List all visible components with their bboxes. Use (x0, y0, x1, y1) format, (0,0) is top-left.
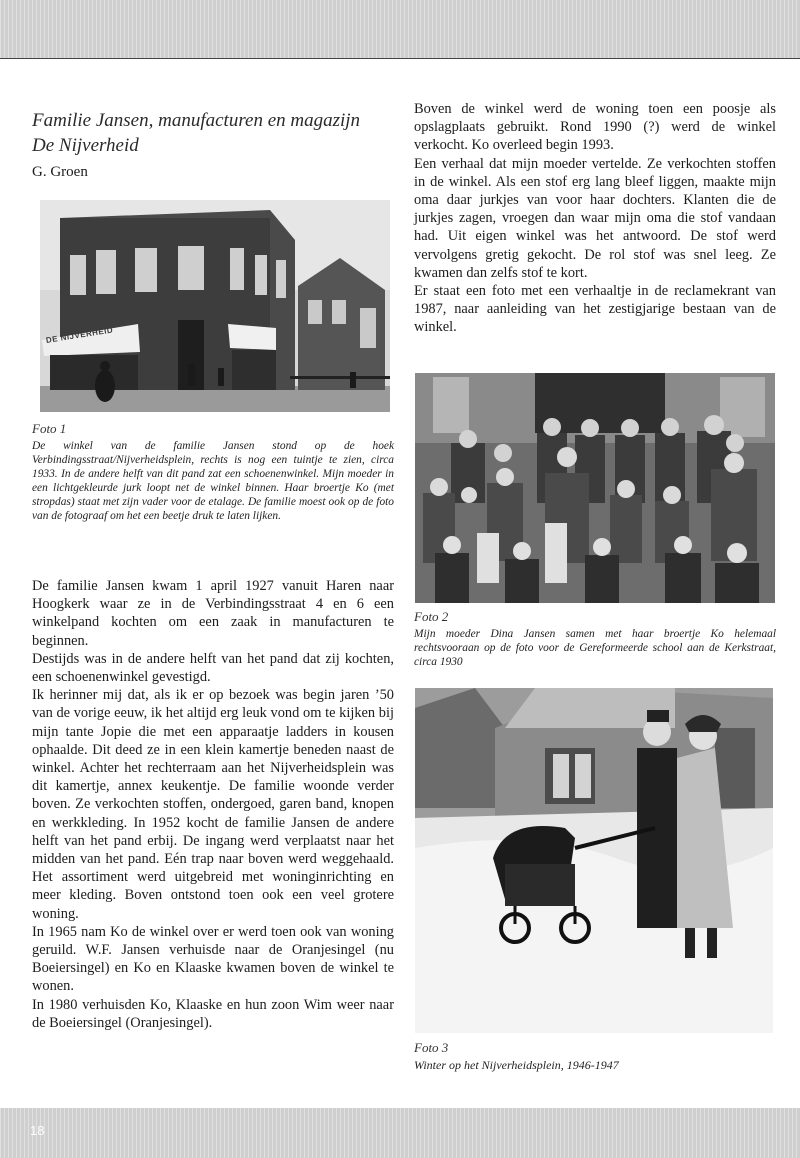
header-rule (0, 58, 800, 59)
article-header (32, 108, 394, 182)
header-band (0, 0, 800, 58)
photo-2-label: Foto 2 (414, 609, 449, 624)
article-title-line1: Familie Jansen, manufacturen en magazijn (32, 110, 361, 131)
photo-1-label: Foto 1 (32, 421, 67, 436)
photo-3-label: Foto 3 (414, 1040, 449, 1055)
paragraph: Er staat een foto met een verhaaltje in de reclamekrant van 1987, naar aanleiding van het zestigjarige bestaan van de winkel. (414, 283, 776, 336)
photo-3-caption-text: Winter op het Nijverheidsplein, 1946-1947 (414, 1058, 619, 1072)
footer-band (0, 1108, 800, 1158)
paragraph: Boven de winkel werd de woning toen een poosje als opslagplaats gebruikt. Rond 1990 (?) werd de winkel verkocht. Ko overleed begin 1993. (414, 101, 776, 154)
paragraph: De familie Jansen kwam 1 april 1927 vanuit Haren naar Hoogkerk waar ze in de Verbindingsstraat 4 en 6 een winkelpand kochten om een zaak in manufacturen te beginnen. (32, 578, 394, 649)
article-title-line2: De Nijverheid (32, 135, 139, 156)
page-number: 18 (30, 1123, 45, 1138)
photo-2-caption-text: Mijn moeder Dina Jansen samen met haar broertje Ko helemaal rechtsvooraan op de foto voor de Gereformeerde school aan de Kerkstraat, circa 1930 (414, 628, 776, 668)
photo-1-caption-text: De winkel van de familie Jansen stond op de hoek Verbindingsstraat/Nijverheidsplein, rechts is nog een tuintje te zien, circa 1933. In de andere helft van dit pand zat een schoenenwinkel. Mijn moeder in een lichtgekleurde jurk loopt net de winkel binnen. Haar broertje Ko (met stropdas) staat met zijn vader voor de etalage. De familie moest ook op de foto van de fotograaf om het een beetje druk te laten lijken. (32, 440, 394, 522)
shop-sign-text: DE NIJVERHEID (45, 325, 114, 345)
right-column-body (414, 100, 776, 337)
paragraph: Een verhaal dat mijn moeder vertelde. Ze verkochten stoffen in de winkel. Als een stof erg lang bleef liggen, maakte mijn oma daar jurkjes van voor haar dochters. Klanten die de jurkjes zagen, vroegen dan waar mijn oma die stof vandaan had. Uit eigen winkel was het antwoord. De stof werd vervolgens gretig gekocht. De rol stof was snel leeg. Ze kwamen dan zelfs stof te kort. (414, 155, 776, 281)
photo-2-school-class (415, 373, 775, 603)
paragraph: Ik herinner mij dat, als ik er op bezoek was begin jaren ’50 van de vorige eeuw, ik het altijd erg leuk vond om te kijken bij mijn tante Jopie die met een apparaatje ladders in kousen ophaalde. Dit deed ze in een klein kamertje beneden naast de winkel. Achter het rechterraam aan het Nijverheidsplein was dit kamertje, annex keukentje. De familie woonde verder boven. Ze verkochten stoffen, ondergoed, garen band, knopen en werkkleding. In 1952 kocht de familie Jansen de andere helft van het pand erbij. De ingang werd verplaatst naar het midden van het pand. Eén trap naar boven werd weggehaald. Het assortiment werd uitgebreid met woninginrichting en meer kleding. Boven ontstond toen ook een veel grotere woning. (32, 687, 394, 922)
article-author: G. Groen (32, 164, 88, 180)
photo-3-winter-scene (415, 688, 773, 1033)
paragraph: In 1965 nam Ko de winkel over er werd toen ook van woning geruild. W.F. Jansen verhuisde naar de Oranjesingel (nu Boeiersingel) en Ko en Klaaske kwamen boven de winkel te wonen. (32, 923, 394, 995)
paragraph: In 1980 verhuisden Ko, Klaaske en hun zoon Wim weer naar de Boeiersingel (Oranjesingel). (32, 996, 394, 1031)
photo-3-caption (414, 1040, 776, 1072)
photo-2-caption (414, 609, 776, 669)
photo-1-shop (40, 200, 390, 412)
photo-1-caption (32, 421, 394, 523)
left-column-body (32, 577, 394, 1032)
paragraph: Destijds was in de andere helft van het pand dat zij kochten, een schoenenwinkel gevestigd. (32, 650, 394, 686)
